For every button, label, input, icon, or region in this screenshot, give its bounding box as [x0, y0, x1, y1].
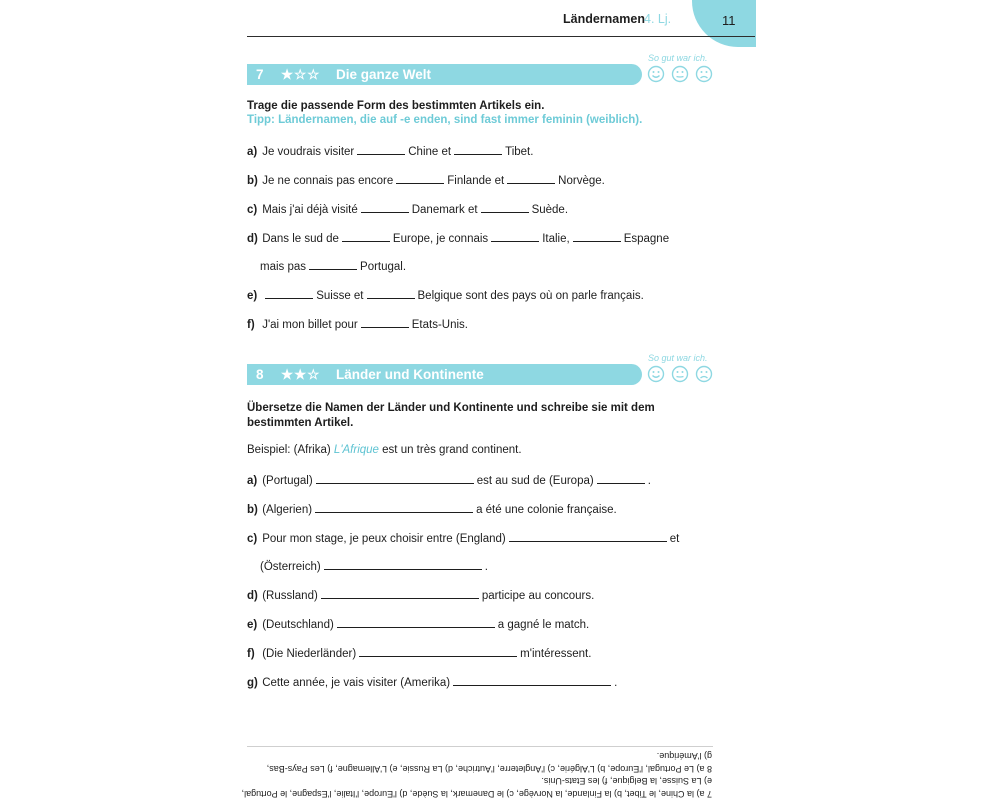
page-number: 11	[722, 13, 736, 28]
header-subtitle: 4. Lj.	[644, 12, 672, 26]
exercise8-item-e: e) (Deutschland) a gagné le match.	[247, 616, 589, 631]
example-answer: L'Afrique	[333, 444, 379, 456]
answer-blank[interactable]	[454, 143, 502, 155]
answer-blank[interactable]	[361, 316, 409, 328]
answer-blank[interactable]	[361, 201, 409, 213]
exercise8-instruction: Übersetze die Namen der Länder und Kontinente und schreibe sie mit dem bestimmten Artikel.	[247, 402, 655, 429]
exercise8-item-g: g) Cette année, je vais visiter (Amerika) .	[247, 674, 617, 689]
answer-blank[interactable]	[342, 230, 390, 242]
answer-blank[interactable]	[309, 258, 357, 270]
solutions-upside-down: 7 a) la Chine, le Tibet, b) la Finlande, la Norvège, c) le Danemark, la Suède, d) l'Europe, l'Italie, l'Espagne, le Portugal, e) La Suisse, la Belgique, f) les Etats-Unis. 8 a) Le Portugal, l'Europe, b) L'Algérie, c) l'Angleterre, l'Autriche, d) La Russie, e) L'Allemagne, f) Les Pays-Bas, g) l'Amérique.	[241, 751, 712, 799]
answer-blank[interactable]	[324, 558, 482, 570]
exercise7-header	[247, 64, 642, 85]
answer-blank[interactable]	[359, 645, 517, 657]
exercise7-title: Die ganze Welt	[336, 67, 432, 82]
happy-face-icon[interactable]	[647, 365, 665, 383]
exercise8-number: 8	[256, 367, 264, 382]
answer-blank[interactable]	[481, 201, 529, 213]
exercise7-item-b: b) Je ne connais pas encore Finlande et Norvège.	[247, 172, 605, 187]
exercise8-item-a: a) (Portugal) est au sud de (Europa) .	[247, 472, 651, 487]
exercise8-item-d: d) (Russland) participe au concours.	[247, 587, 594, 602]
exercise8-difficulty-stars: ★★☆	[281, 366, 321, 382]
sad-face-icon[interactable]	[695, 65, 713, 83]
self-rating	[647, 365, 713, 383]
exercise7-tip: Tipp: Ländernamen, die auf -e enden, sind fast immer feminin (weiblich).	[247, 114, 643, 126]
exercise7-item-c: c) Mais j'ai déjà visité Danemark et Suède.	[247, 201, 568, 216]
exercise8-example: Beispiel: (Afrika) L'Afrique est un très grand continent.	[247, 444, 522, 456]
exercise8-item-f: f) (Die Niederländer) m'intéressent.	[247, 645, 591, 660]
solutions-divider	[247, 746, 713, 747]
exercise7-difficulty-stars: ★☆☆	[281, 66, 321, 82]
exercise8-item-c-cont: (Österreich) .	[260, 558, 488, 573]
neutral-face-icon[interactable]	[671, 365, 689, 383]
neutral-face-icon[interactable]	[671, 65, 689, 83]
happy-face-icon[interactable]	[647, 65, 665, 83]
exercise8-header	[247, 364, 642, 385]
answer-blank[interactable]	[453, 674, 611, 686]
exercise7-item-d: d) Dans le sud de Europe, je connais Italie, Espagne	[247, 230, 669, 245]
answer-blank[interactable]	[337, 616, 495, 628]
answer-blank[interactable]	[573, 230, 621, 242]
answer-blank[interactable]	[265, 287, 313, 299]
rating-label: So gut war ich.	[648, 353, 708, 363]
exercise7-instruction: Trage die passende Form des bestimmten Artikels ein.	[247, 100, 545, 112]
answer-blank[interactable]	[597, 472, 645, 484]
self-rating	[647, 65, 713, 83]
answer-blank[interactable]	[491, 230, 539, 242]
answer-blank[interactable]	[321, 587, 479, 599]
answer-blank[interactable]	[367, 287, 415, 299]
exercise8-title: Länder und Kontinente	[336, 367, 484, 382]
header-rule	[247, 36, 755, 37]
exercise8-item-c: c) Pour mon stage, je peux choisir entre (England) et	[247, 530, 679, 545]
answer-blank[interactable]	[315, 501, 473, 513]
answer-blank[interactable]	[396, 172, 444, 184]
exercise7-item-e: e) Suisse et Belgique sont des pays où on parle français.	[247, 287, 644, 302]
exercise7-item-a: a) Je voudrais visiter Chine et Tibet.	[247, 143, 533, 158]
answer-blank[interactable]	[357, 143, 405, 155]
exercise7-item-d-cont: mais pas Portugal.	[260, 258, 406, 273]
exercise7-item-f: f) J'ai mon billet pour Etats-Unis.	[247, 316, 468, 331]
answer-blank[interactable]	[509, 530, 667, 542]
rating-label: So gut war ich.	[648, 53, 708, 63]
exercise8-item-b: b) (Algerien) a été une colonie française.	[247, 501, 617, 516]
answer-blank[interactable]	[507, 172, 555, 184]
header-title: Ländernamen	[563, 12, 645, 26]
exercise7-number: 7	[256, 67, 264, 82]
answer-blank[interactable]	[316, 472, 474, 484]
sad-face-icon[interactable]	[695, 365, 713, 383]
